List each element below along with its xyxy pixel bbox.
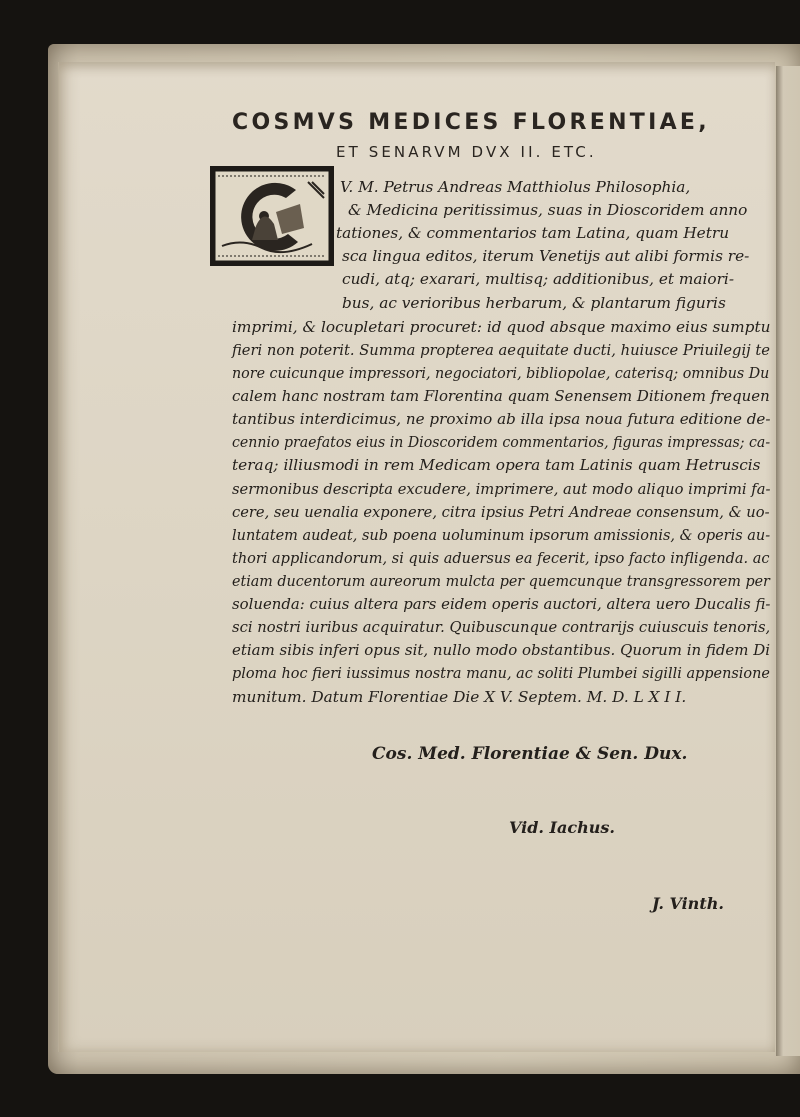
page-title: COSMVS MEDICES FLORENTIAE,: [232, 110, 710, 135]
text-line: nore cuicunque impressori, negociatori, bibliopolae, caterisq; omnibus Du: [232, 364, 770, 382]
text-line: thori applicandorum, si quis aduersus ea fecerit, ipso facto infligenda. ac: [232, 549, 770, 567]
secretary-signature: Vid. Iachus.: [509, 818, 615, 837]
decorated-initial-c-icon: [210, 166, 334, 266]
page-subtitle: ET SENARVM DVX II. ETC.: [336, 143, 597, 161]
text-line: teraq; illiusmodi in rem Medicam opera tam Latinis quam Hetruscis: [232, 456, 761, 474]
text-line: etiam sibis inferi opus sit, nullo modo obstantibus. Quorum in fidem Di: [232, 641, 771, 659]
text-line: munitum. Datum Florentiae Die X V. Septem. M. D. L X I I.: [232, 688, 687, 706]
countersign-signature: J. Vinth.: [652, 894, 724, 913]
text-line: cere, seu uenalia exponere, citra ipsius Petri Andreae consensum, & uo-: [232, 503, 770, 521]
text-line: soluenda: cuius altera pars eidem operis auctori, altera uero Ducalis fi-: [232, 595, 771, 613]
text-line: & Medicina peritissimus, suas in Dioscoridem anno: [348, 201, 748, 219]
text-line: fieri non poterit. Summa propterea aequitate ducti, huiusce Priuilegij te: [232, 341, 770, 359]
duke-signature: Cos. Med. Florentiae & Sen. Dux.: [372, 744, 688, 764]
text-line: V. M. Petrus Andreas Matthiolus Philosophia,: [340, 178, 691, 196]
text-line: sca lingua editos, iterum Venetijs aut alibi formis re-: [342, 247, 750, 265]
text-line: luntatem audeat, sub poena uoluminum ipsorum amissionis, & operis au-: [232, 526, 771, 544]
text-line: sci nostri iuribus acquiratur. Quibuscunque contrarijs cuiuscuis tenoris,: [232, 618, 771, 636]
text-line: imprimi, & locupletari procuret: id quod absque maximo eius sumptu: [232, 318, 771, 336]
page-edge-right: [776, 66, 800, 1056]
text-line: tationes, & commentarios tam Latina, quam Hetru: [336, 224, 730, 242]
text-line: ploma hoc fieri iussimus nostra manu, ac soliti Plumbei sigilli appensione: [232, 664, 770, 682]
text-line: tantibus interdicimus, ne proximo ab illa ipsa noua futura editione de-: [232, 410, 771, 428]
text-line: etiam ducentorum aureorum mulcta per quemcunque transgressorem per: [232, 572, 770, 590]
text-line: cennio praefatos eius in Dioscoridem commentarios, figuras impressas; ca-: [232, 433, 771, 451]
text-line: calem hanc nostram tam Florentina quam Senensem Ditionem frequen: [232, 387, 770, 405]
text-line: bus, ac verioribus herbarum, & plantarum figuris: [342, 294, 726, 312]
text-line: cudi, atq; exarari, multisq; additionibus, et maiori-: [342, 270, 734, 288]
text-line: sermonibus descripta excudere, imprimere, aut modo aliquo imprimi fa-: [232, 480, 771, 498]
